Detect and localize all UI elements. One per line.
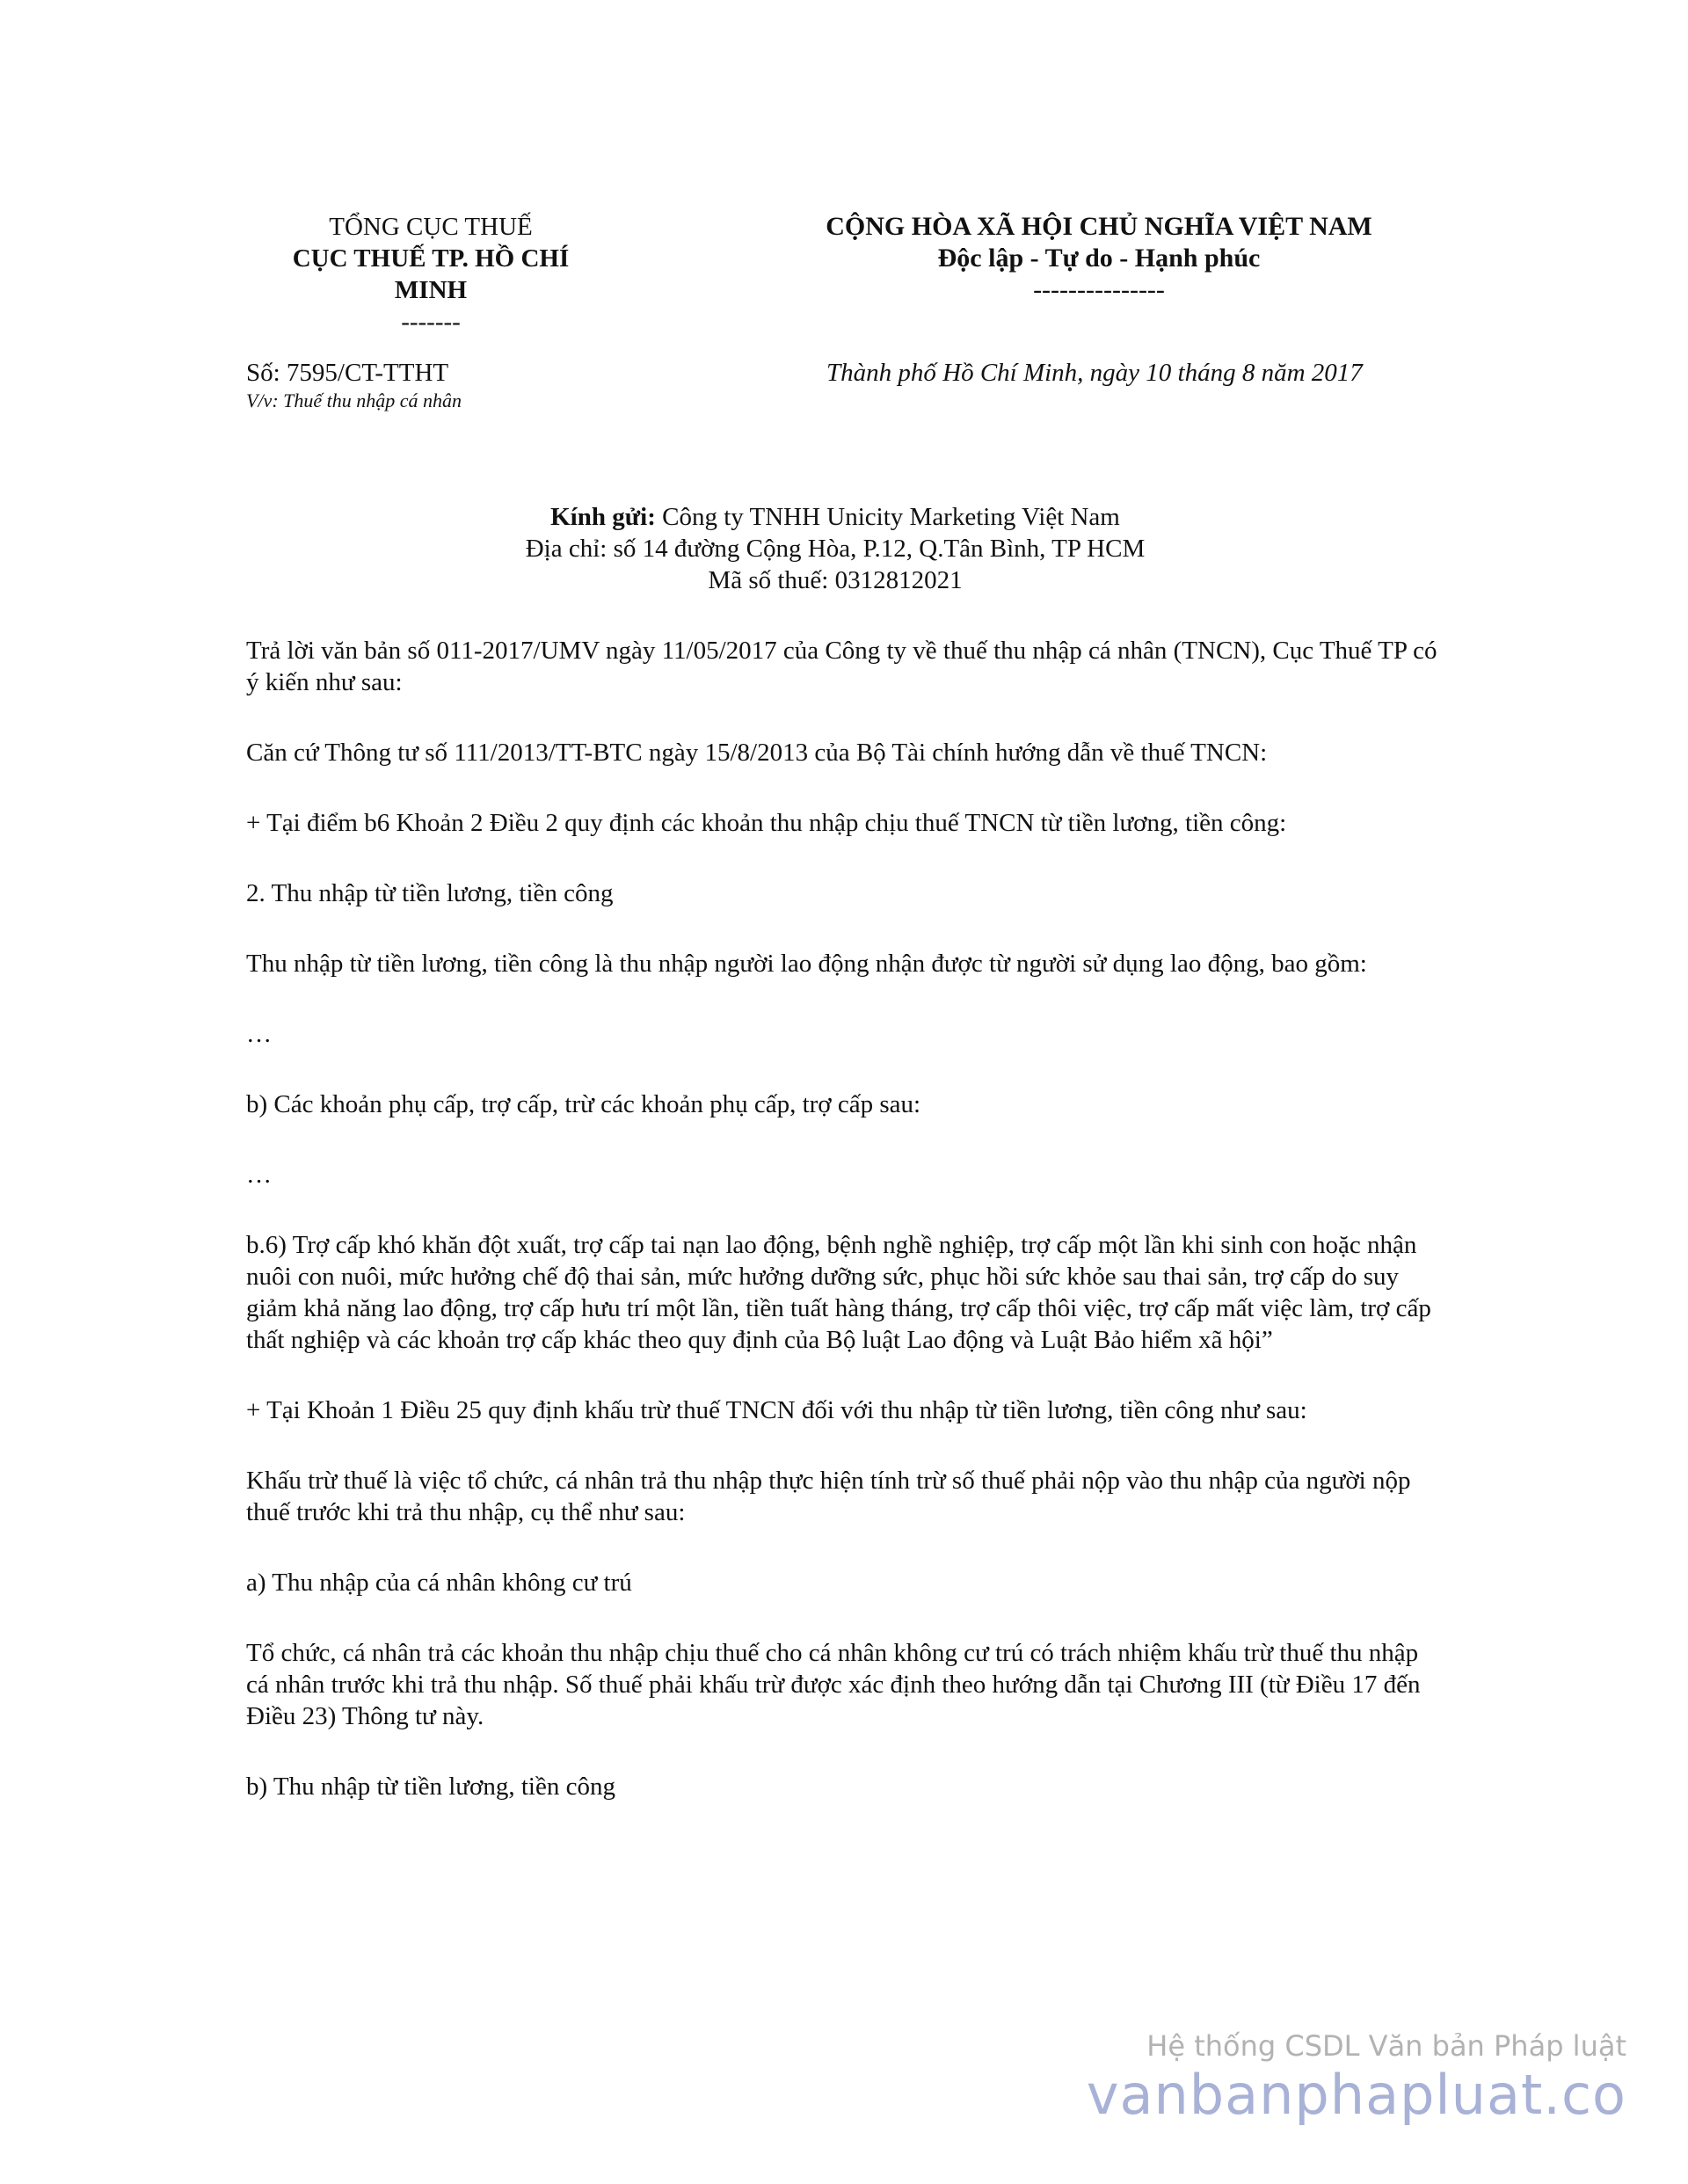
body-paragraph: + Tại Khoản 1 Điều 25 quy định khấu trừ thuế TNCN đối với thu nhập từ tiền lương, tiền công như sau: — [246, 1396, 1307, 1424]
national-header-block — [703, 211, 1495, 306]
recipient-line — [246, 501, 1424, 533]
recipient-name: Công ty TNHH Unicity Marketing Việt Nam — [655, 503, 1120, 531]
watermark-caption: Hệ thống CSDL Văn bản Pháp luật — [1146, 2029, 1626, 2063]
body-paragraph: Căn cứ Thông tư số 111/2013/TT-BTC ngày 15/8/2013 của Bộ Tài chính hướng dẫn về thuế TNCN: — [246, 739, 1268, 767]
body-paragraph: a) Thu nhập của cá nhân không cư trú — [246, 1569, 632, 1597]
body-paragraph: Trả lời văn bản số 011-2017/UMV ngày 11/05/2017 của Công ty về thuế thu nhập cá nhân (TNCN), Cục Thuế TP có ý kiến như sau: — [246, 637, 1437, 696]
body-paragraph: … — [246, 1161, 272, 1189]
nation-title: CỘNG HÒA XÃ HỘI CHỦ NGHĨA VIỆT NAM — [826, 212, 1372, 241]
right-divider: --------------- — [1033, 275, 1165, 304]
body-paragraph: Thu nhập từ tiền lương, tiền công là thu nhập người lao động nhận được từ người sử dụng lao động, bao gồm: — [246, 950, 1367, 978]
body-paragraph: b) Các khoản phụ cấp, trợ cấp, trừ các khoản phụ cấp, trợ cấp sau: — [246, 1090, 921, 1118]
place-and-date: Thành phố Hồ Chí Minh, ngày 10 tháng 8 năm 2017 — [826, 359, 1363, 387]
body-paragraph: b) Thu nhập từ tiền lương, tiền công — [246, 1773, 615, 1801]
body-paragraph: Khấu trừ thuế là việc tổ chức, cá nhân trả thu nhập thực hiện tính trừ số thuế phải nộp vào thu nhập của người nộp thuế trước khi trả thu nhập, cụ thể như sau: — [246, 1467, 1411, 1526]
recipient-block — [246, 501, 1424, 596]
document-subject: V/v: Thuế thu nhập cá nhân — [246, 389, 462, 411]
body-paragraph: … — [246, 1020, 272, 1048]
recipient-address: Địa chỉ: số 14 đường Cộng Hòa, P.12, Q.Tân Bình, TP HCM — [525, 535, 1146, 563]
agency-name: TỔNG CỤC THUẾ — [329, 213, 533, 241]
body-paragraph: + Tại điểm b6 Khoản 2 Điều 2 quy định các khoản thu nhập chịu thuế TNCN từ tiền lương, tiền công: — [246, 809, 1287, 837]
issuing-agency-block — [246, 211, 615, 338]
watermark — [1087, 2027, 1626, 2126]
recipient-tax-code: Mã số thuế: 0312812021 — [708, 566, 963, 594]
left-divider: ------- — [401, 308, 461, 336]
document-number: Số: 7595/CT-TTHT — [246, 359, 449, 387]
body-paragraph: Tổ chức, cá nhân trả các khoản thu nhập chịu thuế cho cá nhân không cư trú có trách nhiệm khấu trừ thuế thu nhập cá nhân trước khi trả thu nhập. Số thuế phải khấu trừ được xác định theo hướng dẫn tại Chương III (từ Điều 17 đến Điều 23) Thông tư này. — [246, 1639, 1421, 1730]
body-paragraph: 2. Thu nhập từ tiền lương, tiền công — [246, 879, 614, 907]
department-name-line1: CỤC THUẾ TP. HỒ CHÍ — [292, 244, 570, 273]
national-motto: Độc lập - Tự do - Hạnh phúc — [937, 244, 1261, 273]
department-name-line2: MINH — [394, 276, 468, 304]
document-body — [246, 635, 1442, 1841]
recipient-label: Kính gửi: — [550, 503, 656, 531]
watermark-site: vanbanphapluat.co — [1086, 2063, 1626, 2127]
body-paragraph: b.6) Trợ cấp khó khăn đột xuất, trợ cấp tai nạn lao động, bệnh nghề nghiệp, trợ cấp một lần khi sinh con hoặc nhận nuôi con nuôi, mức hưởng chế độ thai sản, mức hưởng dưỡng sức, phục hồi sức khỏe sau thai sản, trợ cấp do suy giảm khả năng lao động, trợ cấp hưu trí một lần, tiền tuất hàng tháng, trợ cấp thôi việc, trợ cấp mất việc làm, trợ cấp thất nghiệp và các khoản trợ cấp khác theo quy định của Bộ luật Lao động và Luật Bảo hiểm xã hội” — [246, 1231, 1431, 1354]
